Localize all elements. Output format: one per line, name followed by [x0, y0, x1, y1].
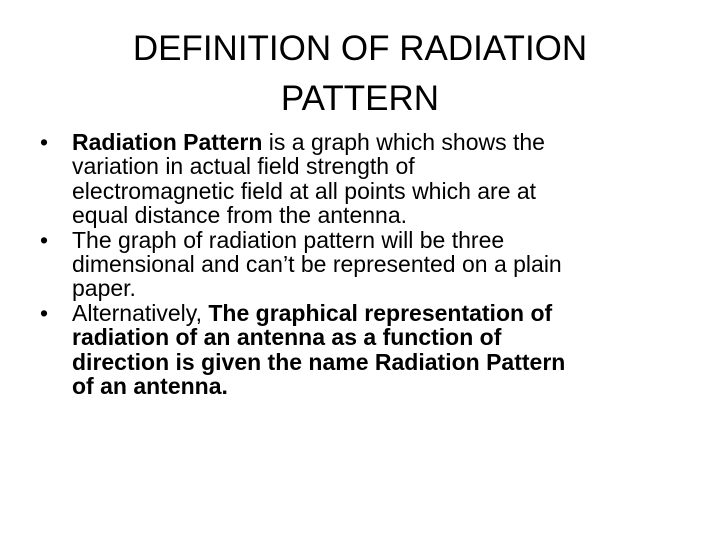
- bullet-list: [36, 130, 684, 398]
- bullet-item: [36, 130, 684, 228]
- bold-term: radiation of an antenna as a function of: [72, 324, 502, 351]
- text-run: Alternatively,: [72, 299, 209, 326]
- bullet-dot-icon: •: [40, 226, 49, 253]
- bullet-line: electromagnetic field at all points which are at: [72, 177, 537, 204]
- bullet-line: [72, 130, 684, 154]
- bold-term: The graphical representation of: [208, 299, 553, 326]
- bullet-line: paper.: [72, 275, 136, 302]
- slide-title-line-1: DEFINITION OF RADIATION: [132, 29, 588, 68]
- bold-term: direction is given the name Radiation Pattern: [72, 348, 566, 375]
- bullet-line: variation in actual field strength of: [72, 153, 415, 180]
- bullet-line: The graph of radiation pattern will be three: [72, 226, 505, 253]
- bold-term: of an antenna.: [72, 373, 228, 400]
- bullet-item: [36, 301, 684, 399]
- bullet-dot-icon: •: [40, 299, 49, 326]
- bullet-dot-icon: •: [40, 129, 49, 155]
- bullet-item: [36, 228, 684, 301]
- bullet-line: [72, 374, 684, 398]
- slide-title-line-2: PATTERN: [280, 79, 440, 118]
- bullet-line: equal distance from the antenna.: [72, 202, 408, 229]
- slide-title: [60, 24, 660, 124]
- bullet-line: [72, 301, 684, 325]
- bullet-line: [72, 350, 684, 374]
- text-run: is a graph which shows the: [262, 129, 545, 155]
- bold-term: Radiation Pattern: [72, 129, 263, 155]
- bullet-line: dimensional and can’t be represented on a plain: [72, 251, 562, 278]
- bullet-line: [72, 325, 684, 349]
